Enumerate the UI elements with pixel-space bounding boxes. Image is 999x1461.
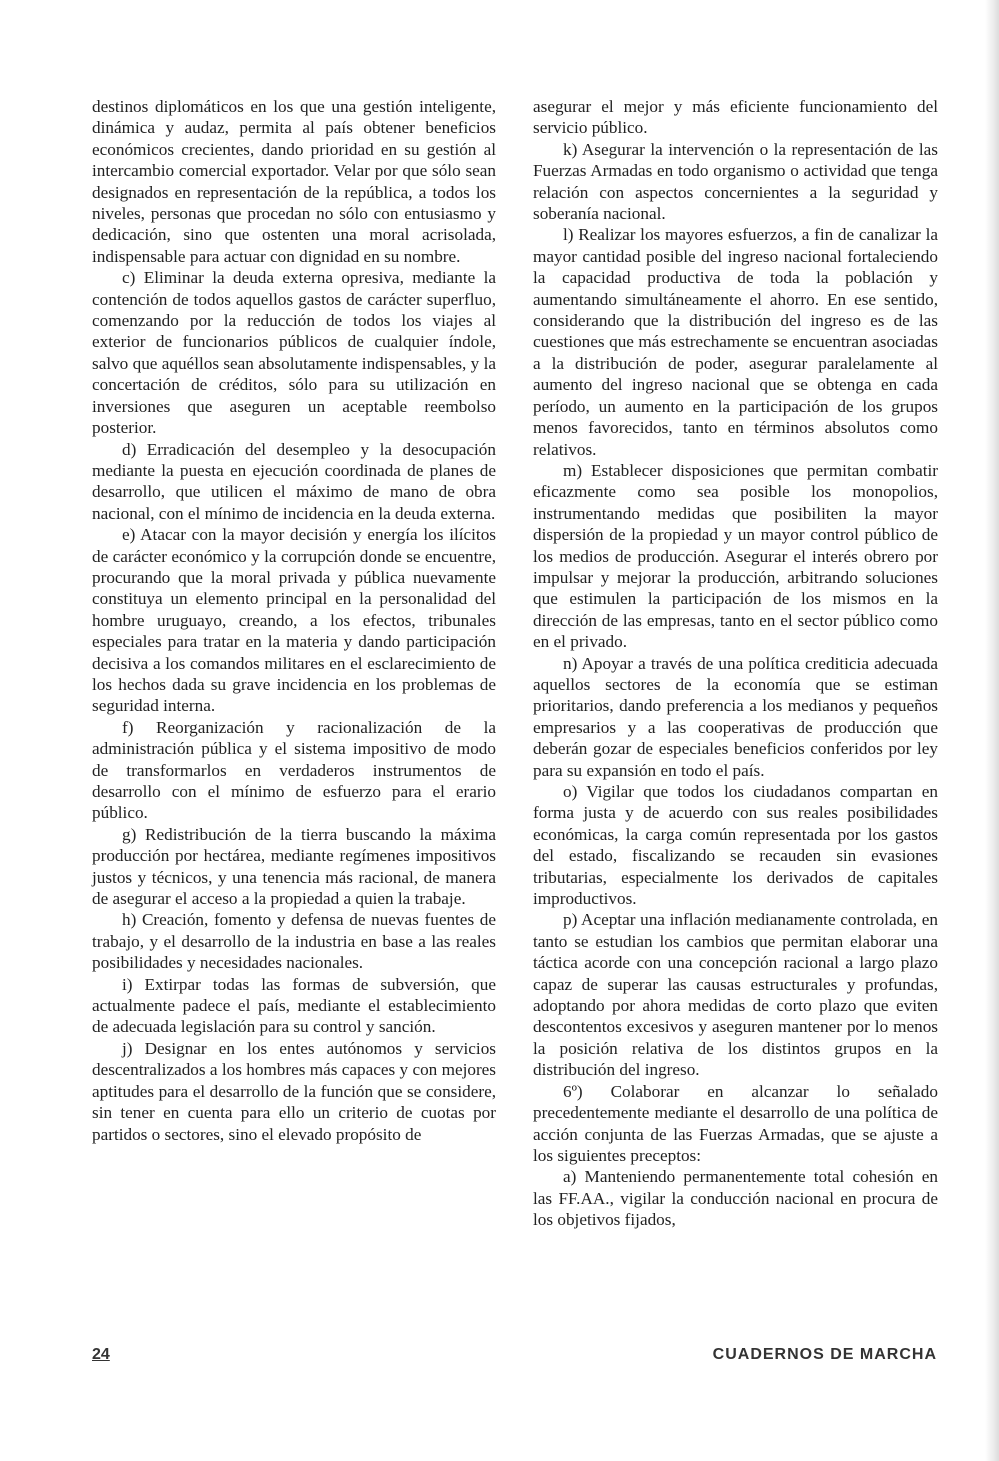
- paragraph: a) Manteniendo permanentemente total cohesión en las FF.AA., vigilar la conducción nacional en procura de los objetivos fijados,: [533, 1167, 938, 1230]
- paragraph: j) Designar en los entes autónomos y servicios descentralizados a los hombres más capaces y con mejores aptitudes para el desarrollo de la función que se considere, sin tener en cuenta para ello un criterio de cuotas por partidos o sectores, sino el elevado propósito de: [92, 1038, 496, 1144]
- paragraph: 6º) Colaborar en alcanzar lo señalado precedentemente mediante el desarrollo de una política de acción conjunta de las Fuerzas Armadas, que se ajuste a los siguientes preceptos:: [533, 1081, 938, 1165]
- publication-title: CUADERNOS DE MARCHA: [712, 1346, 937, 1363]
- paragraph: d) Erradicación del desempleo y la desocupación mediante la puesta en ejecución coordinada de planes de desarrollo, que utilicen el máximo de mano de obra nacional, con el mínimo de incidencia en la deuda externa.: [92, 439, 496, 523]
- paragraph: k) Asegurar la intervención o la representación de las Fuerzas Armadas en todo organismo o actividad que tenga relación con aspectos concernientes a la seguridad y soberanía nacional.: [533, 139, 938, 224]
- paragraph: i) Extirpar todas las formas de subversión, que actualmente padece el país, mediante el establecimiento de adecuada legislación para su control y sanción.: [92, 974, 496, 1037]
- paragraph: c) Eliminar la deuda externa opresiva, mediante la contención de todos aquellos gastos de carácter superfluo, comenzando por la reducción de todos los viajes al exterior de funcionarios públicos de cualquier índole, salvo que aquéllos sean absolutamente indispensables, y la concertación de créditos, sólo para su utilización en inversiones que aseguren un aceptable reembolso posterior.: [92, 268, 496, 438]
- page-edge-shadow: [985, 0, 999, 1461]
- paragraph: l) Realizar los mayores esfuerzos, a fin de canalizar la mayor cantidad posible del ingreso nacional fortaleciendo la capacidad productiva de toda la población y aumentando simultáneamente el ahorro. En ese sentido, considerando que la distribución del ingreso es de las cuestiones que más estrechamente se encuentran asociadas a la distribución de poder, asegurar paralelamente al aumento del ingreso nacional que se obtenga en cada período, un aumento en la participación de los grupos menos favorecidos, tanto en términos absolutos como relativos.: [533, 225, 938, 459]
- paragraph: m) Establecer disposiciones que permitan combatir eficazmente como sea posible los monopolios, instrumentando medidas que posibiliten la mayor dispersión de la propiedad y un mayor control público de los medios de producción. Asegurar el interés obrero por impulsar y mejorar la producción, arbitrando soluciones que estimulen la participación de los mismos en la dirección de las empresas, tanto en el sector público como en el privado.: [533, 460, 938, 652]
- paragraph: e) Atacar con la mayor decisión y energía los ilícitos de carácter económico y la corrupción donde se encuentre, procurando que la moral privada y pública nuevamente constituya un elemento principal en la personalidad del hombre uruguayo, creando, a los efectos, tribunales especiales para tratar en la materia y dando participación decisiva a los comandos militares en el esclarecimiento de los hechos dada su grave incidencia en los problemas de seguridad interna.: [92, 525, 496, 716]
- paragraph: p) Aceptar una inflación medianamente controlada, en tanto se estudian los cambios que permitan elaborar una táctica acorde con una concepción racional a largo plazo capaz de superar las causas estructurales y profundas, adoptando por ahora medidas de corto plazo que eviten descontentos excesivos y aseguren mantener por lo menos la posición relativa de los distintos grupos en la distribución del ingreso.: [533, 910, 938, 1080]
- paragraph: f) Reorganización y racionalización de la administración pública y el sistema impositivo de modo de transformarlos en verdaderos instrumentos de desarrollo con el mínimo de esfuerzo para el erario público.: [92, 717, 496, 823]
- paragraph: n) Apoyar a través de una política crediticia adecuada aquellos sectores de la economía que se estiman prioritarios, dando preferencia a los medianos y pequeños empresarios y a las cooperativas de producción que deberán gozar de especiales beneficios conferidos por ley para su expansión en todo el país.: [533, 653, 938, 780]
- left-column: [92, 96, 496, 1145]
- page-number: 24: [92, 1346, 110, 1363]
- paragraph: destinos diplomáticos en los que una gestión inteligente, dinámica y audaz, permita al país obtener beneficios económicos crecientes, dando prioridad en su gestión al intercambio comercial exportador. Velar por que sólo sean designados en representación de la república, a todos los niveles, personas que procedan no sólo con entusiasmo y dedicación, sino que ostenten una moral acrisolada, indispensable para actuar con dignidad en su nombre.: [92, 97, 496, 266]
- paragraph: o) Vigilar que todos los ciudadanos compartan en forma justa y de acuerdo con sus reales posibilidades económicas, la carga común representada por los gastos del estado, fiscalizando se recauden sin evasiones tributarias, especialmente los derivados de capitales improductivos.: [533, 782, 938, 909]
- paragraph: asegurar el mejor y más eficiente funcionamiento del servicio público.: [533, 97, 938, 138]
- paragraph: h) Creación, fomento y defensa de nuevas fuentes de trabajo, y el desarrollo de la industria en base a las reales posibilidades y necesidades nacionales.: [92, 910, 496, 973]
- paragraph: g) Redistribución de la tierra buscando la máxima producción por hectárea, mediante regímenes impositivos justos y técnicos, y una tenencia más racional, de manera de asegurar el acceso a la propiedad a quien la trabaje.: [92, 824, 496, 909]
- right-column: [533, 96, 938, 1231]
